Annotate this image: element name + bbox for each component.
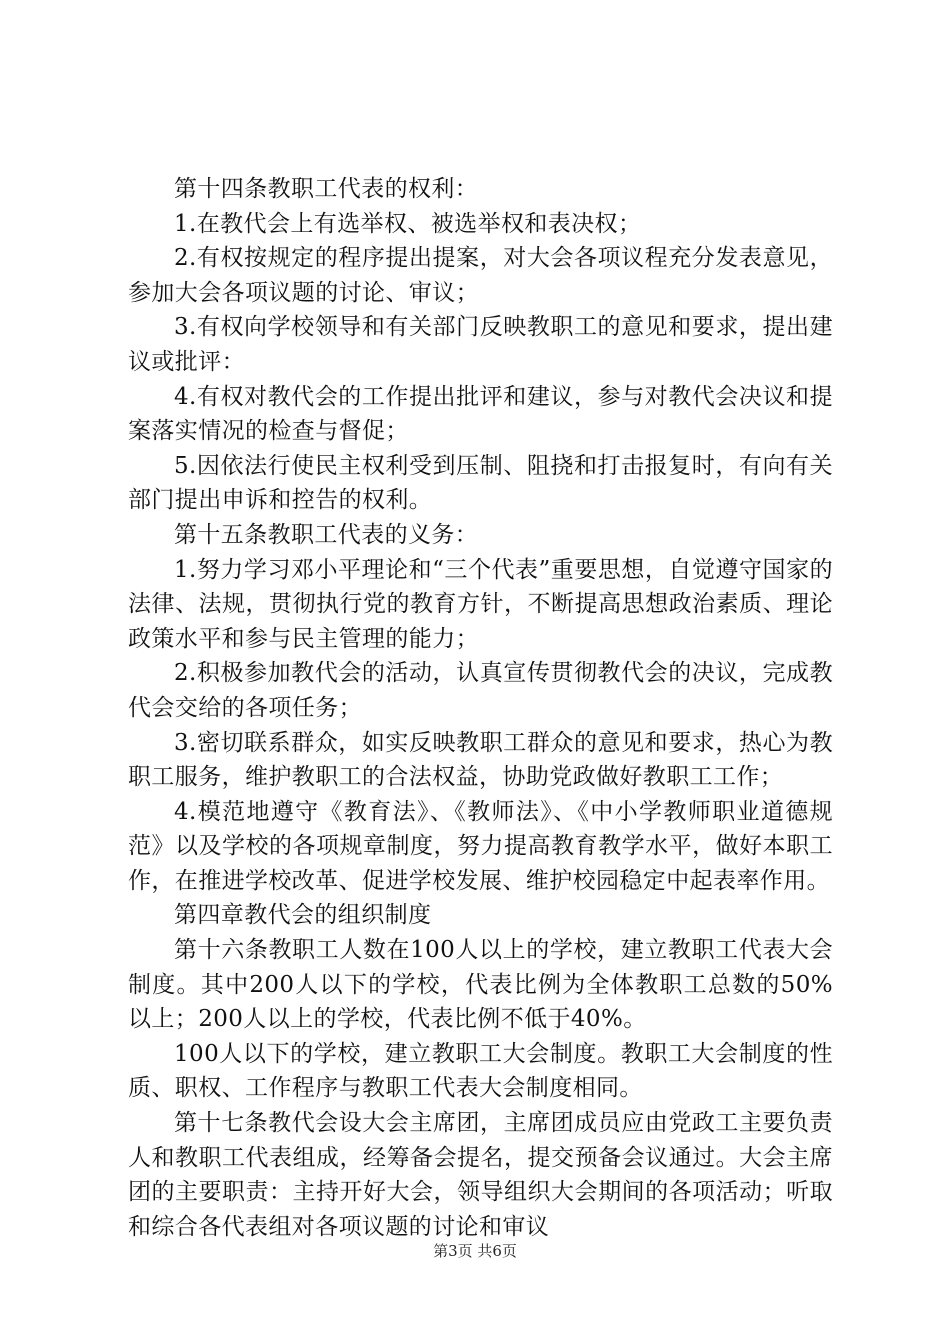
paragraph-article-16: 第十六条教职工人数在100人以上的学校，建立教职工代表大会制度。其中200人以下的学校，代表比例为全体教职工总数的50%以上；200人以上的学校，代表比例不低于40%。 bbox=[128, 937, 833, 1033]
paragraph-right-1: 1.在教代会上有选举权、被选举权和表决权； bbox=[174, 210, 642, 237]
paragraph-duty-3: 3.密切联系群众，如实反映教职工群众的意见和要求，热心为教职工服务，维护教职工的合法权益，协助党政做好教职工工作； bbox=[128, 729, 833, 791]
paragraph-article-14: 第十四条教职工代表的权利： bbox=[174, 176, 479, 202]
page-footer bbox=[0, 1240, 950, 1261]
paragraph-right-3: 3.有权向学校领导和有关部门反映教职工的意见和要求，提出建议或批评： bbox=[128, 314, 833, 375]
paragraph-duty-2: 2.积极参加教代会的活动，认真宣传贯彻教代会的决议，完成教代会交给的各项任务； bbox=[128, 660, 833, 721]
page-number: 第3页 共6页 bbox=[433, 1242, 517, 1260]
chapter-4-heading: 第四章教代会的组织制度 bbox=[174, 902, 432, 929]
paragraph-duty-4: 4.模范地遵守《教育法》、《教师法》、《中小学教师职业道德规范》以及学校的各项规章制度，努力提高教育教学水平，做好本职工作，在推进学校改革、促进学校发展、维护校园稳定中起表率作用。 bbox=[128, 798, 833, 894]
paragraph-article-17: 第十七条教代会设大会主席团，主席团成员应由党政工主要负责人和教职工代表组成，经筹备会提名，提交预备会议通过。大会主席团的主要职责：主持开好大会，领导组织大会期间的各项活动；听取和综合各代表组对各项议题的讨论和审议 bbox=[128, 1110, 833, 1240]
paragraph-duty-1: 1.努力学习邓小平理论和“三个代表”重要思想，自觉遵守国家的法律、法规，贯彻执行党的教育方针，不断提高思想政治素质、理论政策水平和参与民主管理的能力； bbox=[128, 556, 833, 652]
paragraph-right-5: 5.因依法行使民主权利受到压制、阻挠和打击报复时，有向有关部门提出申诉和控告的权利。 bbox=[128, 452, 833, 514]
document-body bbox=[128, 172, 833, 1244]
paragraph-right-2: 2.有权按规定的程序提出提案，对大会各项议程充分发表意见，参加大会各项议题的讨论、审议； bbox=[128, 245, 833, 306]
paragraph-article-15: 第十五条教职工代表的义务： bbox=[174, 521, 479, 548]
paragraph-small-schools: 100人以下的学校，建立教职工大会制度。教职工大会制度的性质、职权、工作程序与教职工代表大会制度相同。 bbox=[128, 1040, 833, 1102]
paragraph-right-4: 4.有权对教代会的工作提出批评和建议，参与对教代会决议和提案落实情况的检查与督促； bbox=[128, 383, 833, 445]
